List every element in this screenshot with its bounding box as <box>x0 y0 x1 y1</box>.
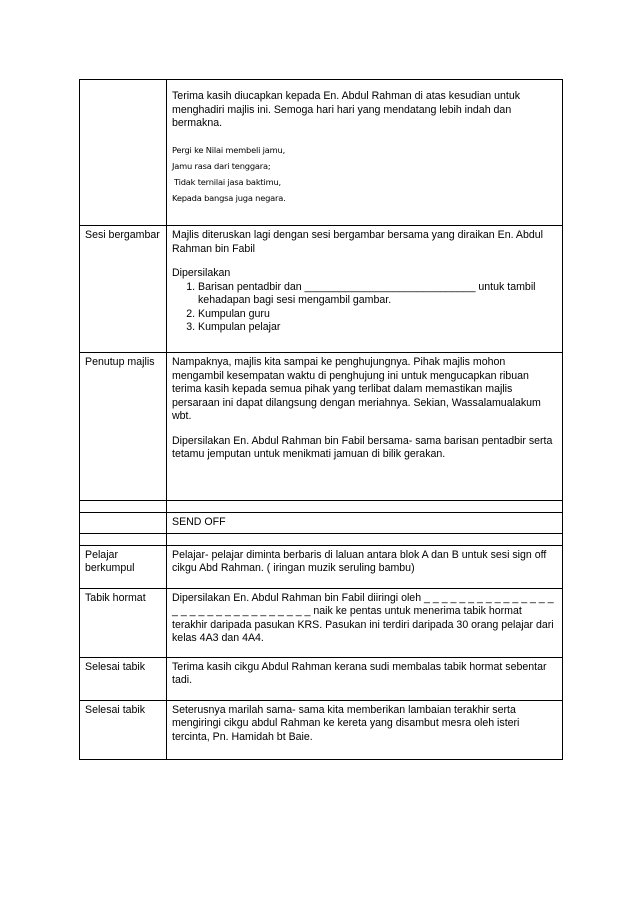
row-content <box>167 353 563 501</box>
table-row-intro <box>80 80 563 226</box>
row-content: Seterusnya marilah sama- sama kita memberikan lambaian terakhir serta mengiringi cikgu abdul Rahman ke kereta yang disambut mesra oleh isteri tercinta, Pn. Hamidah bt Baie. <box>167 700 563 759</box>
send-off-heading: SEND OFF <box>167 513 563 534</box>
row-label <box>80 80 167 226</box>
row-content <box>167 80 563 226</box>
table-row-spacer <box>80 533 563 545</box>
row-label: Penutup majlis <box>80 353 167 501</box>
table-row-sesi-bergambar <box>80 226 563 353</box>
table-row-tabik <box>80 588 563 657</box>
pantun-line: Jamu rasa dari tenggara; <box>172 160 271 171</box>
pantun <box>172 142 557 206</box>
penutup-para-2: Dipersilakan En. Abdul Rahman bin Fabil bersama- sama barisan pentadbir serta tetamu jemputan untuk menikmati jamuan di bilik gerakan. <box>172 434 553 460</box>
row-content: Pelajar- pelajar diminta berbaris di laluan antara blok A dan B untuk sesi sign off cikgu Abd Rahman. ( iringan muzik seruling bambu) <box>167 545 563 588</box>
penutup-para-1: Nampaknya, majlis kita sampai ke penghujungnya. Pihak majlis mohon mengambil kesempatan waktu di penghujung ini untuk mengucapkan ribuan terima kasih kepada semua pihak yang terlibat dalam memastikan majlis persaraan ini dapat dilangsung dengan meriahnya. Sekian, Wassalamualakum wbt. <box>172 356 541 422</box>
sesi-invite: Dipersilakan <box>172 267 231 279</box>
row-content: Terima kasih cikgu Abdul Rahman kerana sudi membalas tabik hormat sebentar tadi. <box>167 657 563 700</box>
row-label: Sesi bergambar <box>80 226 167 353</box>
thanks-text: Terima kasih diucapkan kepada En. Abdul Rahman di atas kesudian untuk menghadiri majlis ini. Semoga hari hari yang mendatang lebih indah dan bermakna. <box>172 90 521 129</box>
table-row-selesai-2 <box>80 700 563 759</box>
table-row-spacer <box>80 501 563 513</box>
invite-list <box>172 281 557 335</box>
row-content: Dipersilakan En. Abdul Rahman bin Fabil diiringi oleh _ _ _ _ _ _ _ _ _ _ _ _ _ _ _ _ _ _ _ _ _ _ _ _ _ _ _ _ _ _ _ naik ke pentas untuk menerima tabik hormat terakhir daripada pasukan KRS. Pasukan ini terdiri daripada 30 orang pelajar dari kelas 4A3 dan 4A4. <box>167 588 563 657</box>
row-label: Tabik hormat <box>80 588 167 657</box>
sesi-text: Majlis diteruskan lagi dengan sesi bergambar bersama yang diraikan En. Abdul Rahman bin Fabil <box>172 229 543 255</box>
pantun-line: Kepada bangsa juga negara. <box>172 192 286 203</box>
table-row-send-off <box>80 513 563 534</box>
table-row-penutup <box>80 353 563 501</box>
list-item: 2. Kumpulan guru <box>198 308 557 322</box>
pantun-line: Tidak ternilai jasa baktimu, <box>174 176 281 187</box>
row-label: Selesai tabik <box>80 657 167 700</box>
row-content <box>167 226 563 353</box>
row-label: Pelajar berkumpul <box>80 545 167 588</box>
program-table <box>79 79 563 760</box>
row-label <box>80 513 167 534</box>
table-row-pelajar <box>80 545 563 588</box>
row-label: Selesai tabik <box>80 700 167 759</box>
list-item: 1. Barisan pentadbir dan _____________________________ untuk tambil kehadapan bagi sesi mengambil gambar. <box>198 281 557 308</box>
list-item: 3. Kumpulan pelajar <box>198 321 557 335</box>
pantun-line: Pergi ke Nilai membeli jamu, <box>172 144 286 155</box>
table-row-selesai-1 <box>80 657 563 700</box>
